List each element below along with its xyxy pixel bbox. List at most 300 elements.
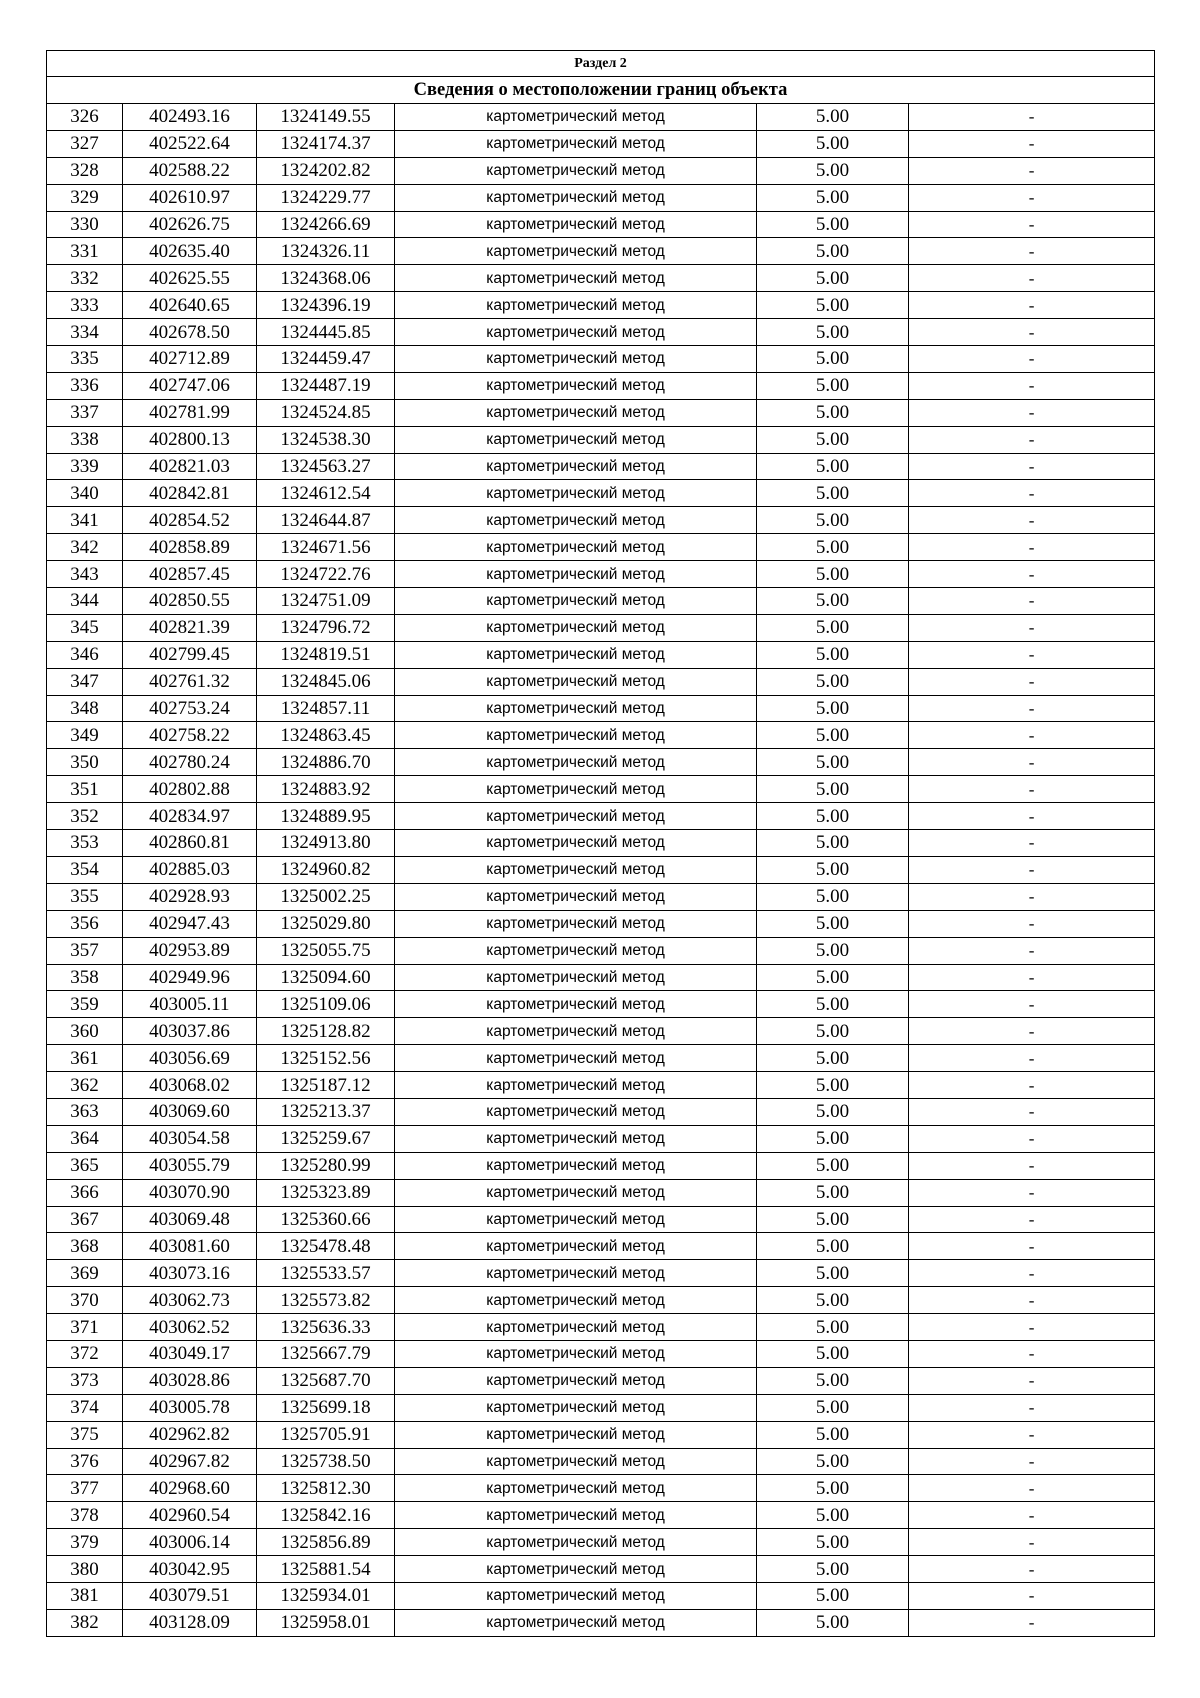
x-coordinate-cell: 403068.02 — [123, 1072, 257, 1099]
point-number-cell: 335 — [47, 346, 123, 373]
accuracy-cell: 5.00 — [757, 856, 909, 883]
table-row — [47, 1502, 1155, 1529]
accuracy-cell: 5.00 — [757, 1582, 909, 1609]
y-coordinate-cell: 1324751.09 — [257, 588, 395, 615]
x-coordinate-cell: 403128.09 — [123, 1609, 257, 1636]
method-cell: картометрический метод — [395, 641, 757, 668]
x-coordinate-cell: 403081.60 — [123, 1233, 257, 1260]
point-number-cell: 360 — [47, 1018, 123, 1045]
y-coordinate-cell: 1324229.77 — [257, 184, 395, 211]
method-cell: картометрический метод — [395, 1179, 757, 1206]
point-number-cell: 347 — [47, 668, 123, 695]
description-cell: - — [909, 1367, 1155, 1394]
table-row — [47, 1582, 1155, 1609]
description-cell: - — [909, 1152, 1155, 1179]
y-coordinate-cell: 1325812.30 — [257, 1475, 395, 1502]
point-number-cell: 352 — [47, 803, 123, 830]
accuracy-cell: 5.00 — [757, 346, 909, 373]
table-row — [47, 211, 1155, 238]
table-row — [47, 453, 1155, 480]
method-cell: картометрический метод — [395, 1287, 757, 1314]
method-cell: картометрический метод — [395, 130, 757, 157]
method-cell: картометрический метод — [395, 1475, 757, 1502]
point-number-cell: 338 — [47, 426, 123, 453]
x-coordinate-cell: 403006.14 — [123, 1529, 257, 1556]
description-cell: - — [909, 372, 1155, 399]
description-cell: - — [909, 910, 1155, 937]
method-cell: картометрический метод — [395, 749, 757, 776]
method-cell: картометрический метод — [395, 319, 757, 346]
method-cell: картометрический метод — [395, 184, 757, 211]
x-coordinate-cell: 402962.82 — [123, 1421, 257, 1448]
y-coordinate-cell: 1325573.82 — [257, 1287, 395, 1314]
x-coordinate-cell: 402949.96 — [123, 964, 257, 991]
y-coordinate-cell: 1325280.99 — [257, 1152, 395, 1179]
accuracy-cell: 5.00 — [757, 130, 909, 157]
accuracy-cell: 5.00 — [757, 614, 909, 641]
table-row — [47, 346, 1155, 373]
method-cell: картометрический метод — [395, 937, 757, 964]
table-row — [47, 722, 1155, 749]
y-coordinate-cell: 1325128.82 — [257, 1018, 395, 1045]
accuracy-cell: 5.00 — [757, 722, 909, 749]
y-coordinate-cell: 1325687.70 — [257, 1367, 395, 1394]
x-coordinate-cell: 402678.50 — [123, 319, 257, 346]
y-coordinate-cell: 1325029.80 — [257, 910, 395, 937]
accuracy-cell: 5.00 — [757, 534, 909, 561]
table-row — [47, 991, 1155, 1018]
y-coordinate-cell: 1325259.67 — [257, 1125, 395, 1152]
method-cell: картометрический метод — [395, 776, 757, 803]
method-cell: картометрический метод — [395, 1018, 757, 1045]
x-coordinate-cell: 402850.55 — [123, 588, 257, 615]
x-coordinate-cell: 403069.60 — [123, 1098, 257, 1125]
x-coordinate-cell: 402753.24 — [123, 695, 257, 722]
method-cell: картометрический метод — [395, 910, 757, 937]
x-coordinate-cell: 402821.39 — [123, 614, 257, 641]
description-cell: - — [909, 1475, 1155, 1502]
point-number-cell: 378 — [47, 1502, 123, 1529]
y-coordinate-cell: 1324202.82 — [257, 157, 395, 184]
accuracy-cell: 5.00 — [757, 1045, 909, 1072]
table-row — [47, 803, 1155, 830]
description-cell: - — [909, 399, 1155, 426]
description-cell: - — [909, 1260, 1155, 1287]
method-cell: картометрический метод — [395, 1125, 757, 1152]
y-coordinate-cell: 1325533.57 — [257, 1260, 395, 1287]
point-number-cell: 376 — [47, 1448, 123, 1475]
accuracy-cell: 5.00 — [757, 319, 909, 346]
method-cell: картометрический метод — [395, 1556, 757, 1583]
description-cell: - — [909, 1045, 1155, 1072]
point-number-cell: 340 — [47, 480, 123, 507]
description-cell: - — [909, 184, 1155, 211]
method-cell: картометрический метод — [395, 104, 757, 131]
accuracy-cell: 5.00 — [757, 1072, 909, 1099]
x-coordinate-cell: 402758.22 — [123, 722, 257, 749]
method-cell: картометрический метод — [395, 1609, 757, 1636]
table-row — [47, 1260, 1155, 1287]
description-cell: - — [909, 883, 1155, 910]
description-cell: - — [909, 588, 1155, 615]
description-cell: - — [909, 1179, 1155, 1206]
point-number-cell: 326 — [47, 104, 123, 131]
table-row — [47, 1287, 1155, 1314]
x-coordinate-cell: 402854.52 — [123, 507, 257, 534]
method-cell: картометрический метод — [395, 399, 757, 426]
x-coordinate-cell: 402610.97 — [123, 184, 257, 211]
accuracy-cell: 5.00 — [757, 991, 909, 1018]
accuracy-cell: 5.00 — [757, 1529, 909, 1556]
method-cell: картометрический метод — [395, 265, 757, 292]
method-cell: картометрический метод — [395, 211, 757, 238]
description-cell: - — [909, 1502, 1155, 1529]
accuracy-cell: 5.00 — [757, 1206, 909, 1233]
table-row — [47, 1394, 1155, 1421]
point-number-cell: 336 — [47, 372, 123, 399]
table-row — [47, 157, 1155, 184]
accuracy-cell: 5.00 — [757, 803, 909, 830]
x-coordinate-cell: 402802.88 — [123, 776, 257, 803]
method-cell: картометрический метод — [395, 346, 757, 373]
point-number-cell: 358 — [47, 964, 123, 991]
accuracy-cell: 5.00 — [757, 480, 909, 507]
method-cell: картометрический метод — [395, 1072, 757, 1099]
point-number-cell: 355 — [47, 883, 123, 910]
method-cell: картометрический метод — [395, 1152, 757, 1179]
x-coordinate-cell: 403028.86 — [123, 1367, 257, 1394]
x-coordinate-cell: 402625.55 — [123, 265, 257, 292]
accuracy-cell: 5.00 — [757, 695, 909, 722]
x-coordinate-cell: 403005.11 — [123, 991, 257, 1018]
description-cell: - — [909, 1233, 1155, 1260]
y-coordinate-cell: 1324883.92 — [257, 776, 395, 803]
description-cell: - — [909, 426, 1155, 453]
table-row — [47, 1233, 1155, 1260]
table-row — [47, 238, 1155, 265]
method-cell: картометрический метод — [395, 1098, 757, 1125]
point-number-cell: 342 — [47, 534, 123, 561]
method-cell: картометрический метод — [395, 1045, 757, 1072]
method-cell: картометрический метод — [395, 883, 757, 910]
accuracy-cell: 5.00 — [757, 426, 909, 453]
description-cell: - — [909, 480, 1155, 507]
section-label: Раздел 2 — [47, 51, 1155, 77]
method-cell: картометрический метод — [395, 991, 757, 1018]
table-row — [47, 1367, 1155, 1394]
description-cell: - — [909, 722, 1155, 749]
method-cell: картометрический метод — [395, 426, 757, 453]
y-coordinate-cell: 1324326.11 — [257, 238, 395, 265]
y-coordinate-cell: 1325881.54 — [257, 1556, 395, 1583]
point-number-cell: 380 — [47, 1556, 123, 1583]
accuracy-cell: 5.00 — [757, 830, 909, 857]
point-number-cell: 343 — [47, 561, 123, 588]
table-row — [47, 668, 1155, 695]
point-number-cell: 363 — [47, 1098, 123, 1125]
description-cell: - — [909, 1421, 1155, 1448]
x-coordinate-cell: 402522.64 — [123, 130, 257, 157]
point-number-cell: 364 — [47, 1125, 123, 1152]
accuracy-cell: 5.00 — [757, 372, 909, 399]
point-number-cell: 367 — [47, 1206, 123, 1233]
x-coordinate-cell: 403073.16 — [123, 1260, 257, 1287]
point-number-cell: 334 — [47, 319, 123, 346]
x-coordinate-cell: 402640.65 — [123, 292, 257, 319]
accuracy-cell: 5.00 — [757, 749, 909, 776]
accuracy-cell: 5.00 — [757, 238, 909, 265]
method-cell: картометрический метод — [395, 507, 757, 534]
point-number-cell: 330 — [47, 211, 123, 238]
accuracy-cell: 5.00 — [757, 1098, 909, 1125]
method-cell: картометрический метод — [395, 453, 757, 480]
accuracy-cell: 5.00 — [757, 1340, 909, 1367]
description-cell: - — [909, 1609, 1155, 1636]
point-number-cell: 341 — [47, 507, 123, 534]
x-coordinate-cell: 402493.16 — [123, 104, 257, 131]
x-coordinate-cell: 402780.24 — [123, 749, 257, 776]
table-row — [47, 1125, 1155, 1152]
accuracy-cell: 5.00 — [757, 1260, 909, 1287]
x-coordinate-cell: 403069.48 — [123, 1206, 257, 1233]
method-cell: картометрический метод — [395, 1582, 757, 1609]
table-row — [47, 1421, 1155, 1448]
description-cell: - — [909, 641, 1155, 668]
description-cell: - — [909, 1314, 1155, 1341]
y-coordinate-cell: 1324487.19 — [257, 372, 395, 399]
point-number-cell: 377 — [47, 1475, 123, 1502]
method-cell: картометрический метод — [395, 238, 757, 265]
x-coordinate-cell: 402857.45 — [123, 561, 257, 588]
table-row — [47, 883, 1155, 910]
y-coordinate-cell: 1325478.48 — [257, 1233, 395, 1260]
x-coordinate-cell: 403049.17 — [123, 1340, 257, 1367]
y-coordinate-cell: 1325934.01 — [257, 1582, 395, 1609]
table-row — [47, 1314, 1155, 1341]
table-row — [47, 1098, 1155, 1125]
x-coordinate-cell: 402799.45 — [123, 641, 257, 668]
table-row — [47, 1206, 1155, 1233]
y-coordinate-cell: 1324174.37 — [257, 130, 395, 157]
table-row — [47, 695, 1155, 722]
y-coordinate-cell: 1325094.60 — [257, 964, 395, 991]
method-cell: картометрический метод — [395, 1233, 757, 1260]
accuracy-cell: 5.00 — [757, 776, 909, 803]
method-cell: картометрический метод — [395, 588, 757, 615]
table-row — [47, 1179, 1155, 1206]
x-coordinate-cell: 402800.13 — [123, 426, 257, 453]
point-number-cell: 339 — [47, 453, 123, 480]
accuracy-cell: 5.00 — [757, 1609, 909, 1636]
accuracy-cell: 5.00 — [757, 211, 909, 238]
method-cell: картометрический метод — [395, 157, 757, 184]
description-cell: - — [909, 695, 1155, 722]
y-coordinate-cell: 1324538.30 — [257, 426, 395, 453]
point-number-cell: 328 — [47, 157, 123, 184]
table-row — [47, 426, 1155, 453]
point-number-cell: 359 — [47, 991, 123, 1018]
y-coordinate-cell: 1324845.06 — [257, 668, 395, 695]
y-coordinate-cell: 1324886.70 — [257, 749, 395, 776]
method-cell: картометрический метод — [395, 1367, 757, 1394]
table-row — [47, 856, 1155, 883]
method-cell: картометрический метод — [395, 1448, 757, 1475]
x-coordinate-cell: 402860.81 — [123, 830, 257, 857]
table-row — [47, 964, 1155, 991]
description-cell: - — [909, 1340, 1155, 1367]
method-cell: картометрический метод — [395, 1260, 757, 1287]
table-row — [47, 749, 1155, 776]
table-row — [47, 588, 1155, 615]
x-coordinate-cell: 403042.95 — [123, 1556, 257, 1583]
y-coordinate-cell: 1325187.12 — [257, 1072, 395, 1099]
point-number-cell: 346 — [47, 641, 123, 668]
table-row — [47, 265, 1155, 292]
y-coordinate-cell: 1324889.95 — [257, 803, 395, 830]
x-coordinate-cell: 402834.97 — [123, 803, 257, 830]
description-cell: - — [909, 561, 1155, 588]
x-coordinate-cell: 403005.78 — [123, 1394, 257, 1421]
point-number-cell: 362 — [47, 1072, 123, 1099]
method-cell: картометрический метод — [395, 372, 757, 399]
y-coordinate-cell: 1325002.25 — [257, 883, 395, 910]
table-row — [47, 1072, 1155, 1099]
method-cell: картометрический метод — [395, 1206, 757, 1233]
accuracy-cell: 5.00 — [757, 292, 909, 319]
description-cell: - — [909, 130, 1155, 157]
point-number-cell: 370 — [47, 1287, 123, 1314]
description-cell: - — [909, 668, 1155, 695]
x-coordinate-cell: 402953.89 — [123, 937, 257, 964]
accuracy-cell: 5.00 — [757, 910, 909, 937]
accuracy-cell: 5.00 — [757, 1367, 909, 1394]
x-coordinate-cell: 403062.52 — [123, 1314, 257, 1341]
accuracy-cell: 5.00 — [757, 1179, 909, 1206]
y-coordinate-cell: 1324913.80 — [257, 830, 395, 857]
table-row — [47, 1018, 1155, 1045]
y-coordinate-cell: 1324563.27 — [257, 453, 395, 480]
description-cell: - — [909, 534, 1155, 561]
y-coordinate-cell: 1325842.16 — [257, 1502, 395, 1529]
description-cell: - — [909, 319, 1155, 346]
y-coordinate-cell: 1324149.55 — [257, 104, 395, 131]
x-coordinate-cell: 403062.73 — [123, 1287, 257, 1314]
method-cell: картометрический метод — [395, 668, 757, 695]
table-row — [47, 1475, 1155, 1502]
y-coordinate-cell: 1324796.72 — [257, 614, 395, 641]
accuracy-cell: 5.00 — [757, 1502, 909, 1529]
description-cell: - — [909, 292, 1155, 319]
y-coordinate-cell: 1324396.19 — [257, 292, 395, 319]
accuracy-cell: 5.00 — [757, 453, 909, 480]
point-number-cell: 333 — [47, 292, 123, 319]
accuracy-cell: 5.00 — [757, 1475, 909, 1502]
accuracy-cell: 5.00 — [757, 668, 909, 695]
accuracy-cell: 5.00 — [757, 399, 909, 426]
accuracy-cell: 5.00 — [757, 964, 909, 991]
description-cell: - — [909, 937, 1155, 964]
accuracy-cell: 5.00 — [757, 641, 909, 668]
point-number-cell: 369 — [47, 1260, 123, 1287]
point-number-cell: 382 — [47, 1609, 123, 1636]
method-cell: картометрический метод — [395, 1394, 757, 1421]
y-coordinate-cell: 1324671.56 — [257, 534, 395, 561]
point-number-cell: 366 — [47, 1179, 123, 1206]
point-number-cell: 374 — [47, 1394, 123, 1421]
method-cell: картометрический метод — [395, 614, 757, 641]
table-row — [47, 372, 1155, 399]
y-coordinate-cell: 1324960.82 — [257, 856, 395, 883]
description-cell: - — [909, 507, 1155, 534]
point-number-cell: 348 — [47, 695, 123, 722]
description-cell: - — [909, 1072, 1155, 1099]
accuracy-cell: 5.00 — [757, 1287, 909, 1314]
description-cell: - — [909, 776, 1155, 803]
table-row — [47, 1448, 1155, 1475]
accuracy-cell: 5.00 — [757, 265, 909, 292]
method-cell: картометрический метод — [395, 534, 757, 561]
table-row — [47, 1340, 1155, 1367]
accuracy-cell: 5.00 — [757, 1152, 909, 1179]
table-row — [47, 1529, 1155, 1556]
table-row — [47, 104, 1155, 131]
x-coordinate-cell: 402968.60 — [123, 1475, 257, 1502]
accuracy-cell: 5.00 — [757, 1233, 909, 1260]
x-coordinate-cell: 403054.58 — [123, 1125, 257, 1152]
y-coordinate-cell: 1325323.89 — [257, 1179, 395, 1206]
description-cell: - — [909, 1018, 1155, 1045]
point-number-cell: 353 — [47, 830, 123, 857]
y-coordinate-cell: 1324644.87 — [257, 507, 395, 534]
description-cell: - — [909, 211, 1155, 238]
boundary-coordinates-table — [46, 50, 1155, 1637]
description-cell: - — [909, 991, 1155, 1018]
accuracy-cell: 5.00 — [757, 1314, 909, 1341]
table-row — [47, 937, 1155, 964]
table-row — [47, 614, 1155, 641]
y-coordinate-cell: 1324368.06 — [257, 265, 395, 292]
table-row — [47, 480, 1155, 507]
table-row — [47, 1152, 1155, 1179]
description-cell: - — [909, 1582, 1155, 1609]
description-cell: - — [909, 238, 1155, 265]
point-number-cell: 332 — [47, 265, 123, 292]
x-coordinate-cell: 402588.22 — [123, 157, 257, 184]
x-coordinate-cell: 402747.06 — [123, 372, 257, 399]
description-cell: - — [909, 453, 1155, 480]
point-number-cell: 372 — [47, 1340, 123, 1367]
method-cell: картометрический метод — [395, 480, 757, 507]
table-row — [47, 184, 1155, 211]
table-row — [47, 776, 1155, 803]
y-coordinate-cell: 1324459.47 — [257, 346, 395, 373]
accuracy-cell: 5.00 — [757, 1018, 909, 1045]
x-coordinate-cell: 402960.54 — [123, 1502, 257, 1529]
x-coordinate-cell: 402928.93 — [123, 883, 257, 910]
description-cell: - — [909, 1098, 1155, 1125]
point-number-cell: 344 — [47, 588, 123, 615]
point-number-cell: 327 — [47, 130, 123, 157]
table-row — [47, 507, 1155, 534]
y-coordinate-cell: 1324445.85 — [257, 319, 395, 346]
accuracy-cell: 5.00 — [757, 937, 909, 964]
x-coordinate-cell: 402842.81 — [123, 480, 257, 507]
table-row — [47, 830, 1155, 857]
description-cell: - — [909, 157, 1155, 184]
section-label-row — [47, 51, 1155, 77]
point-number-cell: 356 — [47, 910, 123, 937]
y-coordinate-cell: 1324612.54 — [257, 480, 395, 507]
